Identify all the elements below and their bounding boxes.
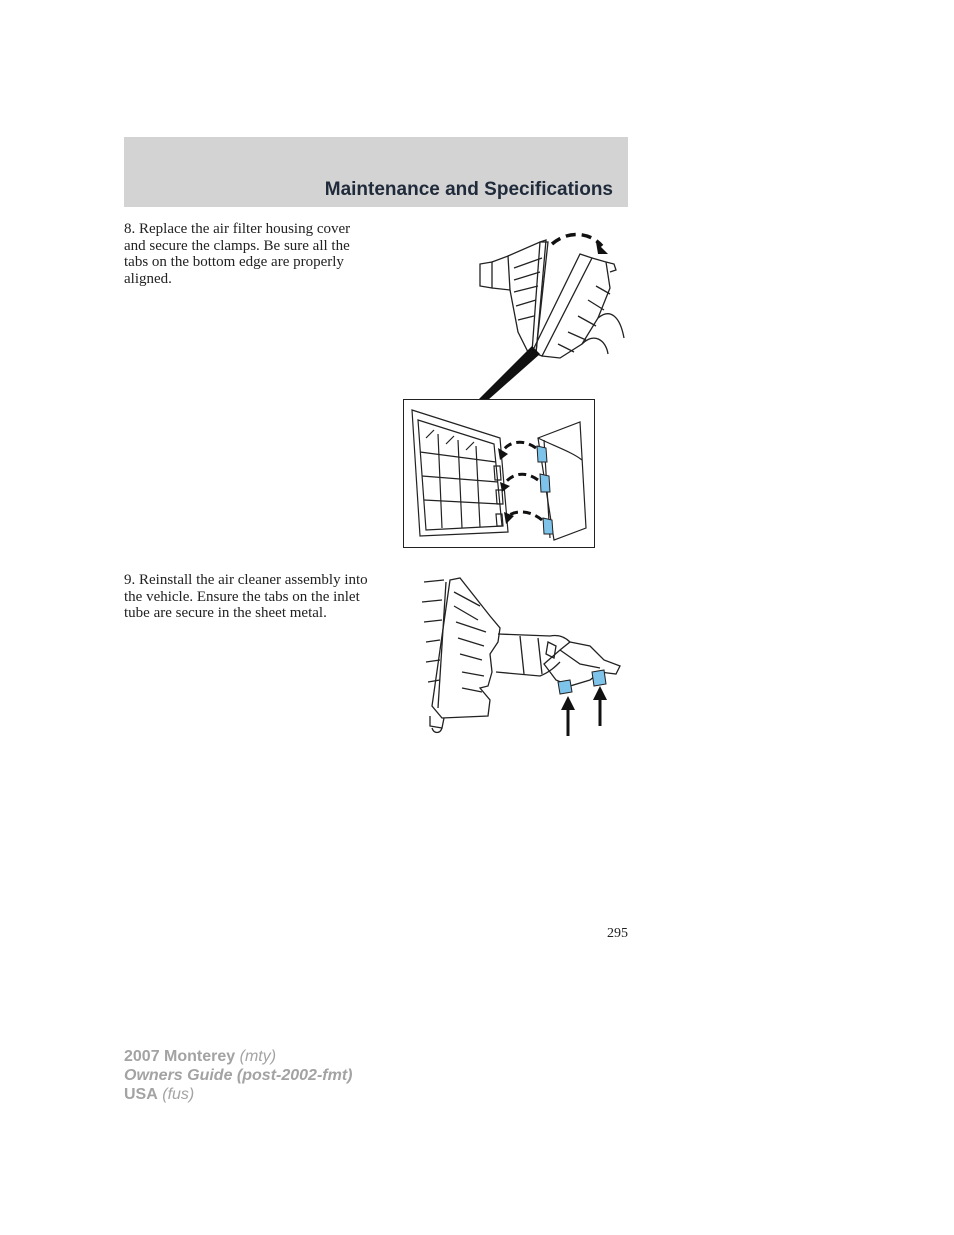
section-header-band [124,137,628,207]
step-9-text: 9. Reinstall the air cleaner assembly into the vehicle. Ensure the tabs on the inlet tube are secure in the sheet metal. [124,572,368,621]
tab-alignment-illustration [404,400,594,547]
tab-alignment-detail-box [403,399,595,548]
air-cleaner-assembly-illustration [420,576,630,740]
footer-region-code: (fus) [162,1086,195,1103]
section-title: Maintenance and Specifications [324,179,613,200]
document-footer [124,1047,352,1104]
footer-model-code: (mty) [239,1048,277,1065]
footer-region-name: USA [124,1086,158,1103]
air-filter-housing-illustration [470,228,630,403]
footer-line-guide [124,1066,352,1085]
footer-guide-name: Owners Guide (post-2002-fmt) [124,1067,353,1084]
footer-line-region [124,1085,352,1104]
footer-line-model [124,1047,352,1066]
page-number: 295 [607,926,628,941]
step-8-text: 8. Replace the air filter housing cover and secure the clamps. Be sure all the tabs on the bottom edge are properly aligned. [124,221,351,287]
footer-model-name: 2007 Monterey [124,1048,236,1065]
